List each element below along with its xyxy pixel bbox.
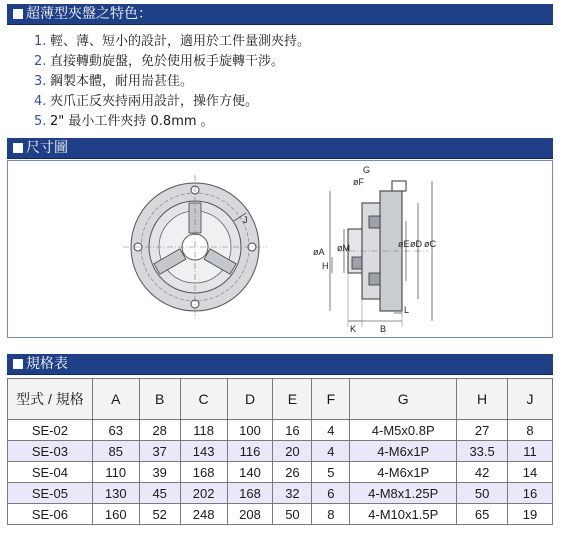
table-row: [8, 504, 553, 525]
table-cell: 6: [312, 483, 350, 504]
table-cell: 130: [92, 483, 139, 504]
col-header: F: [312, 379, 350, 420]
table-cell: 27: [457, 420, 508, 441]
table-cell: 63: [92, 420, 139, 441]
spec-table: [7, 378, 553, 525]
table-cell: 118: [180, 420, 227, 441]
table-cell: 19: [508, 504, 553, 525]
table-cell: 85: [92, 441, 139, 462]
table-cell: 28: [139, 420, 180, 441]
table-cell: 168: [180, 462, 227, 483]
chuck-front-view: [123, 175, 267, 319]
table-cell: 52: [139, 504, 180, 525]
spec-title: 規格表: [26, 356, 68, 372]
table-cell: 4-M10x1.5P: [350, 504, 457, 525]
dim-label-g: G: [363, 165, 371, 175]
table-cell: 39: [139, 462, 180, 483]
table-row: [8, 420, 553, 441]
table-cell: 16: [508, 483, 553, 504]
feature-item: 2. 直接轉動旋盤，免於使用板手旋轉干涉。: [34, 54, 285, 69]
dim-label-j: J: [243, 215, 248, 225]
table-cell: 208: [227, 504, 273, 525]
dim-label-d: øD: [410, 239, 422, 249]
table-cell: 65: [457, 504, 508, 525]
feature-list: [34, 32, 310, 132]
table-cell: 50: [457, 483, 508, 504]
dim-label-b: B: [380, 324, 387, 334]
chuck-drawing-svg: [8, 161, 554, 339]
feature-item: 3. 鋼製本體，耐用耑甚佳。: [34, 74, 194, 89]
table-cell: SE-06: [8, 504, 93, 525]
table-cell: 4-M8x1.25P: [350, 483, 457, 504]
table-cell: 16: [273, 420, 312, 441]
dim-label-m: øM: [337, 243, 350, 253]
table-cell: 14: [508, 462, 553, 483]
col-header: E: [273, 379, 312, 420]
feature-item: 1. 輕、薄、短小的設計，適用於工件量測夾持。: [34, 34, 311, 49]
table-row: [8, 483, 553, 504]
features-title: 超薄型夾盤之特色：: [26, 6, 152, 22]
spec-header-row: [8, 379, 553, 420]
table-cell: 143: [180, 441, 227, 462]
table-cell: 4: [312, 441, 350, 462]
table-cell: 45: [139, 483, 180, 504]
dim-label-l: L: [404, 305, 410, 315]
table-cell: 100: [227, 420, 273, 441]
table-cell: 8: [312, 504, 350, 525]
square-bullet-icon: [13, 9, 23, 19]
table-cell: 32: [273, 483, 312, 504]
dim-label-a: øA: [313, 247, 325, 257]
square-bullet-icon: [13, 359, 23, 369]
dim-label-h: H: [322, 261, 329, 271]
spec-header-bar: [7, 354, 553, 375]
table-cell: 4: [312, 420, 350, 441]
dim-label-e: øE: [398, 239, 410, 249]
table-cell: 202: [180, 483, 227, 504]
col-header: D: [227, 379, 273, 420]
dim-label-c: øC: [424, 239, 436, 249]
col-header: A: [92, 379, 139, 420]
table-cell: 140: [227, 462, 273, 483]
col-header: C: [180, 379, 227, 420]
table-cell: SE-03: [8, 441, 93, 462]
dim-label-k: K: [350, 324, 357, 334]
dimension-drawing: [7, 160, 553, 338]
feature-item: 4. 夾爪正反夾持兩用設計，操作方便。: [34, 94, 259, 109]
col-header: J: [508, 379, 553, 420]
table-cell: SE-02: [8, 420, 93, 441]
table-cell: 20: [273, 441, 312, 462]
col-header: G: [350, 379, 457, 420]
table-cell: 8: [508, 420, 553, 441]
table-cell: SE-04: [8, 462, 93, 483]
dimension-title: 尺寸圖: [26, 140, 68, 156]
table-cell: 168: [227, 483, 273, 504]
table-cell: 37: [139, 441, 180, 462]
table-cell: 33.5: [457, 441, 508, 462]
feature-item: 5. 2" 最小工件夾持 0.8mm 。: [34, 114, 214, 129]
features-header-bar: [7, 4, 553, 25]
table-cell: 4-M5x0.8P: [350, 420, 457, 441]
table-cell: 4-M6x1P: [350, 441, 457, 462]
dim-label-f: øF: [353, 177, 364, 187]
table-cell: 50: [273, 504, 312, 525]
table-cell: 4-M6x1P: [350, 462, 457, 483]
chuck-side-view: [313, 165, 436, 334]
col-header: 型式 / 規格: [8, 379, 93, 420]
table-row: [8, 462, 553, 483]
table-cell: 110: [92, 462, 139, 483]
col-header: B: [139, 379, 180, 420]
table-cell: 5: [312, 462, 350, 483]
table-cell: SE-05: [8, 483, 93, 504]
table-row: [8, 441, 553, 462]
col-header: H: [457, 379, 508, 420]
table-cell: 26: [273, 462, 312, 483]
table-cell: 11: [508, 441, 553, 462]
square-bullet-icon: [13, 143, 23, 153]
dimension-header-bar: [7, 138, 553, 159]
table-cell: 116: [227, 441, 273, 462]
table-cell: 42: [457, 462, 508, 483]
table-cell: 160: [92, 504, 139, 525]
table-cell: 248: [180, 504, 227, 525]
